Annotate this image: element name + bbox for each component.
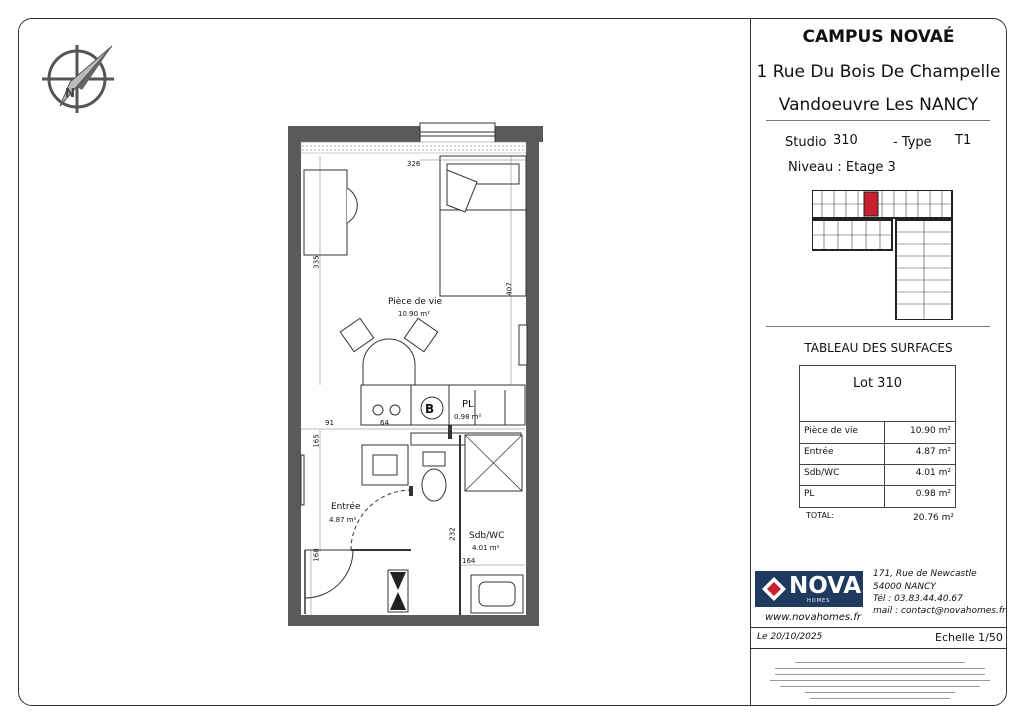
room-entry-area: 4.87 m² <box>329 516 357 524</box>
row-name: Sdb/WC <box>804 468 840 478</box>
studio-number: 310 <box>833 133 858 148</box>
room-living-area: 10.90 m² <box>398 310 430 318</box>
project-street: 1 Rue Du Bois De Champelle <box>756 62 1001 82</box>
divider <box>766 120 990 121</box>
row-value: 10.90 m² <box>909 426 951 436</box>
dim-165: 165 <box>312 434 321 448</box>
dim-91: 91 <box>325 419 334 427</box>
room-pl-area: 0.98 m² <box>454 413 482 421</box>
logo-subtext: HOMES <box>807 598 831 604</box>
total-value: 20.76 m² <box>913 513 955 523</box>
lot-label: Lot 310 <box>852 376 902 391</box>
scale: Echelle 1/50 <box>935 631 1003 644</box>
row-name: Entrée <box>804 447 834 457</box>
row-value: 4.01 m² <box>915 468 951 478</box>
row-name: Pièce de vie <box>804 426 859 436</box>
legal-fine-print <box>765 660 995 700</box>
project-city: Vandoeuvre Les NANCY <box>778 95 979 115</box>
dim-64: 64 <box>380 419 389 427</box>
row-value: 0.98 m² <box>915 489 951 499</box>
dim-335: 335 <box>312 255 321 269</box>
total-label: TOTAL: <box>806 511 835 520</box>
company-website[interactable]: www.novahomes.fr <box>765 612 861 623</box>
dim-168: 168 <box>312 548 321 562</box>
floor-plan <box>285 120 545 630</box>
divider <box>766 326 990 327</box>
logo-mark-icon <box>761 576 787 602</box>
room-entry-name: Entrée <box>331 502 361 512</box>
logo-text: NOVA <box>789 573 862 599</box>
company-address1: 171, Rue de Newcastle <box>873 569 977 579</box>
room-bath-name: Sdb/WC <box>469 531 505 541</box>
dim-164: 164 <box>462 557 476 565</box>
room-pl-name: PL <box>462 399 474 410</box>
dim-232: 232 <box>448 527 457 541</box>
dim-407: 407 <box>505 282 514 296</box>
project-name: CAMPUS NOVAÉ <box>802 27 955 47</box>
company-address2: 54000 NANCY <box>873 582 936 592</box>
dim-326: 326 <box>407 160 421 168</box>
compass-icon <box>40 42 118 116</box>
row-name: PL <box>804 489 815 499</box>
divider <box>750 648 1007 649</box>
date: Le 20/10/2025 <box>757 632 823 642</box>
level-label: Niveau : Etage 3 <box>788 160 896 175</box>
boiler-symbol: B <box>425 402 435 416</box>
company-email[interactable]: mail : contact@novahomes.fr <box>873 606 1006 616</box>
nova-logo <box>755 571 863 607</box>
type-value: T1 <box>955 133 972 148</box>
svg-text:N: N <box>65 86 76 100</box>
row-value: 4.87 m² <box>915 447 951 457</box>
surfaces-heading: TABLEAU DES SURFACES <box>804 341 953 355</box>
type-label: - Type <box>893 135 932 150</box>
studio-label: Studio <box>785 135 827 150</box>
company-phone: Tél : 03.83.44.40.67 <box>873 594 963 604</box>
room-bath-area: 4.01 m² <box>472 544 500 552</box>
room-living-name: Pièce de vie <box>388 297 443 307</box>
surfaces-table <box>799 365 956 508</box>
site-plan-thumbnail <box>812 190 954 320</box>
divider <box>750 627 1007 628</box>
